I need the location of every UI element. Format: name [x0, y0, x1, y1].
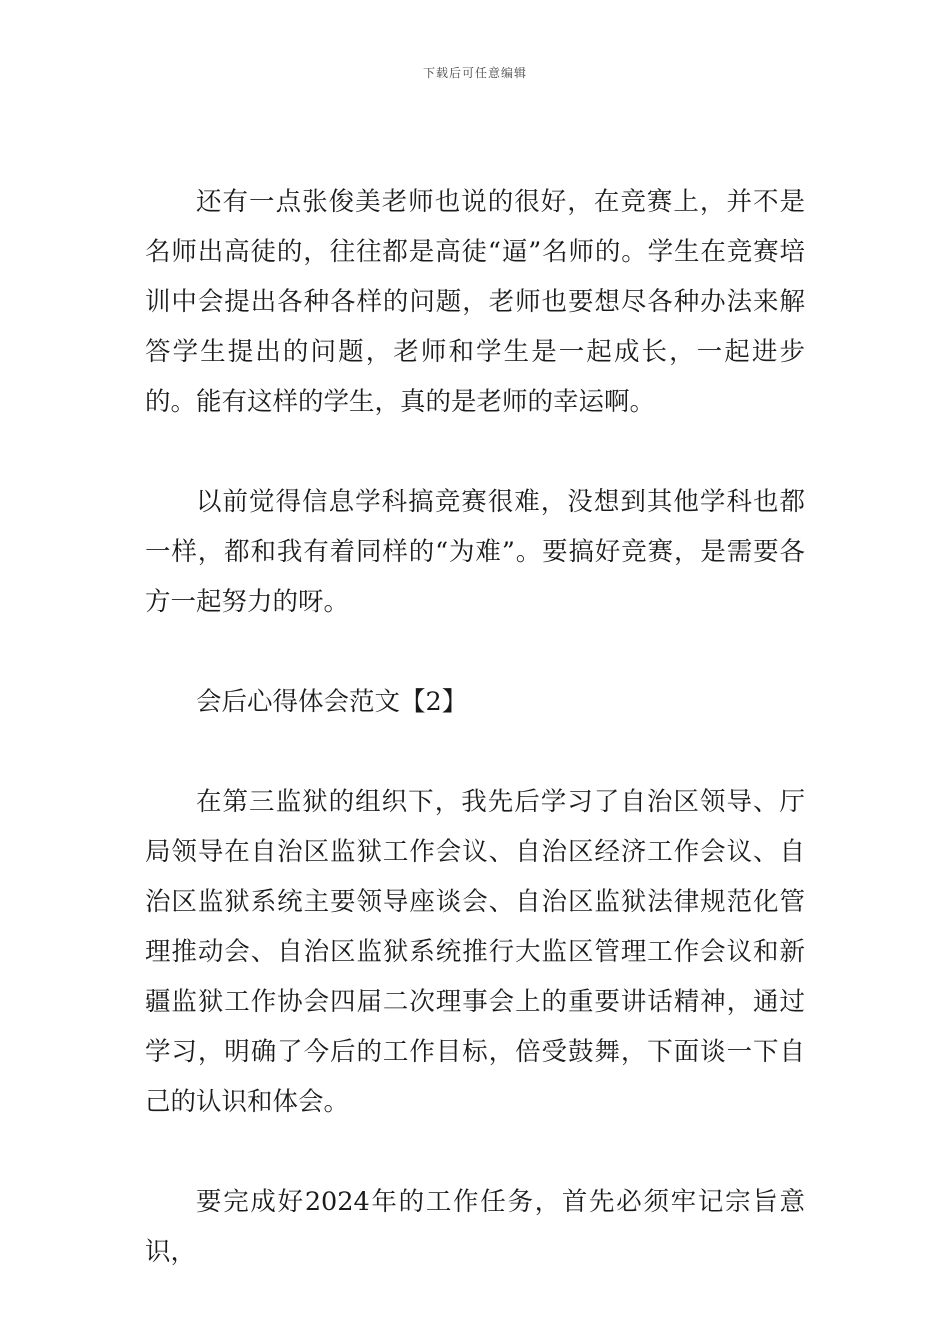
paragraph-4: 要完成好2024年的工作任务，首先必须牢记宗旨意识，	[145, 1187, 805, 1267]
document-body	[145, 177, 805, 1277]
paragraph-1: 还有一点张俊美老师也说的很好，在竞赛上，并不是名师出高徒的，往往都是高徒“逼”名师的。学生在竞赛培训中会提出各种各样的问题，老师也要想尽各种办法来解答学生提出的问题，老师和学生是一起成长，一起进步的。能有这样的学生，真的是老师的幸运啊。	[145, 187, 805, 417]
paragraph-3: 在第三监狱的组织下，我先后学习了自治区领导、厅局领导在自治区监狱工作会议、自治区经济工作会议、自治区监狱系统主要领导座谈会、自治区监狱法律规范化管理推动会、自治区监狱系统推行大监区管理工作会议和新疆监狱工作协会四届二次理事会上的重要讲话精神，通过学习，明确了今后的工作目标，倍受鼓舞，下面谈一下自己的认识和体会。	[145, 787, 805, 1117]
section-heading: 会后心得体会范文【2】	[196, 687, 468, 717]
page-header: 下载后可任意编辑	[422, 66, 527, 80]
paragraph-2: 以前觉得信息学科搞竞赛很难，没想到其他学科也都一样，都和我有着同样的“为难”。要搞好竞赛，是需要各方一起努力的呀。	[145, 487, 805, 617]
